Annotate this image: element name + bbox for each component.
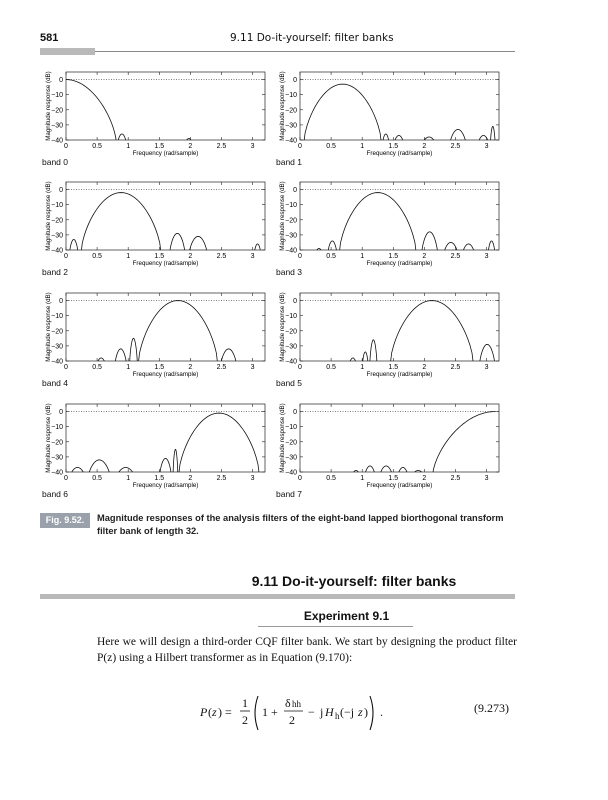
y-tick-label: −30 [51,232,63,240]
band-label: band 3 [276,267,302,277]
x-tick-label: 0 [298,143,302,150]
svg-text:1 +: 1 + [262,705,278,719]
response-lobe [129,338,137,370]
section-title: 9.11 Do-it-yourself: filter banks [251,573,457,589]
y-tick-label: −30 [51,343,63,351]
x-tick-label: 0.5 [326,143,336,150]
x-tick-label: 0.5 [326,475,336,482]
y-tick-label: −30 [285,343,297,351]
x-tick-label: 0.5 [92,143,102,150]
y-tick-label: −40 [51,358,63,366]
x-tick-label: 2 [422,364,427,371]
y-axis-label: Magnitude response (dB) [279,292,286,362]
svg-text:): ) [364,705,368,719]
axes-box [66,182,265,250]
x-tick-label: 2.5 [450,475,461,482]
svg-text:z: z [358,705,363,719]
svg-text:hh: hh [292,699,301,709]
svg-text:H: H [325,705,334,719]
x-tick-label: 2 [188,364,193,371]
response-lobe [397,467,409,481]
y-tick-label: 0 [293,77,297,85]
y-tick-label: 0 [293,298,297,306]
x-axis-label: Frequency (rad/sample) [132,150,199,157]
svg-text:2: 2 [289,713,295,727]
x-tick-label: 1 [126,253,131,260]
axes-box [300,404,499,472]
y-tick-label: −40 [285,358,297,366]
subplot-band-2 [42,175,282,287]
band-label: band 0 [42,157,68,167]
y-axis-label: Magnitude response (dB) [45,71,52,141]
y-tick-label: 0 [59,298,63,306]
y-tick-label: −40 [51,469,63,477]
x-tick-label: 2 [188,143,193,150]
band-label: band 6 [42,489,68,499]
y-tick-label: −10 [285,313,297,321]
x-tick-label: 2 [188,475,193,482]
y-tick-label: 0 [59,187,63,195]
x-tick-label: 0.5 [92,475,102,482]
y-tick-label: −40 [285,247,297,255]
svg-text:z: z [212,705,217,719]
svg-text:1: 1 [242,696,248,710]
x-tick-label: 1.5 [154,143,165,150]
x-tick-label: 3 [250,475,255,482]
subplot-band-0 [42,65,282,177]
x-tick-label: 0.5 [326,364,336,371]
y-tick-label: 0 [293,187,297,195]
y-tick-label: −40 [285,137,297,145]
y-tick-label: −20 [51,328,63,336]
subplot-band-7 [276,397,516,509]
subplot-band-5 [276,286,516,398]
x-tick-label: 1.5 [388,364,399,371]
y-tick-label: −10 [51,202,63,210]
chart-svg [42,397,282,509]
x-tick-label: 0.5 [92,253,102,260]
y-tick-label: −30 [285,122,297,130]
svg-text:δ: δ [285,696,291,710]
running-title: 9.11 Do-it-yourself: filter banks [230,32,394,44]
svg-text:.: . [380,705,383,719]
y-tick-label: −30 [51,454,63,462]
x-tick-label: 1 [360,364,365,371]
x-tick-label: 0 [298,475,302,482]
response-lobe [370,340,377,370]
x-tick-label: 1.5 [388,143,399,150]
x-axis-label: Frequency (rad/sample) [132,482,199,489]
y-tick-label: −10 [285,202,297,210]
y-axis-label: Magnitude response (dB) [279,181,286,251]
band-label: band 5 [276,378,302,388]
subplot-band-3 [276,175,516,287]
response-lobe [80,193,161,259]
x-tick-label: 2.5 [450,364,461,371]
response-lobe [303,84,382,149]
y-tick-label: −40 [51,137,63,145]
x-tick-label: 3 [250,143,255,150]
y-tick-label: 0 [59,409,63,417]
response-lobe [66,80,117,150]
x-tick-label: 3 [484,364,489,371]
header-rule [95,51,515,52]
response-curve [69,193,261,259]
x-tick-label: 1.5 [154,475,165,482]
y-axis-label: Magnitude response (dB) [279,71,286,141]
y-tick-label: −40 [51,247,63,255]
x-tick-label: 1.5 [388,475,399,482]
x-tick-label: 2.5 [216,475,227,482]
x-tick-label: 2 [422,475,427,482]
subplot-band-4 [42,286,282,398]
subplot-band-6 [42,397,282,509]
svg-text:2: 2 [242,713,248,727]
chart-svg [276,397,516,509]
y-tick-label: −20 [285,107,297,115]
axes-box [66,293,265,361]
chart-svg [276,175,516,287]
x-axis-label: Frequency (rad/sample) [132,260,199,267]
response-lobe [69,239,78,259]
response-lobe [115,349,127,370]
y-tick-label: −20 [51,217,63,225]
y-axis-label: Magnitude response (dB) [279,403,286,473]
x-tick-label: 0 [298,253,302,260]
x-tick-label: 3 [250,253,255,260]
x-tick-label: 1.5 [154,253,165,260]
y-tick-label: −20 [285,439,297,447]
x-tick-label: 3 [484,253,489,260]
figure-caption: Magnitude responses of the analysis filters of the eight-band lapped biorthogonal transform filter bank of length 32. [97,513,504,536]
band-label: band 1 [276,157,302,167]
x-tick-label: 1.5 [388,253,399,260]
response-curve [96,301,237,371]
x-tick-label: 2 [422,253,427,260]
x-tick-label: 2.5 [216,143,227,150]
x-tick-label: 1 [360,143,365,150]
axes-box [300,293,499,361]
y-tick-label: −40 [285,469,297,477]
response-lobe [390,301,475,371]
svg-text:j: j [320,705,324,719]
x-tick-label: 0.5 [326,253,336,260]
x-tick-label: 1 [126,364,131,371]
y-axis-label: Magnitude response (dB) [45,403,52,473]
svg-text:(: ( [208,705,212,719]
response-lobe [364,466,376,481]
response-curve [303,84,495,149]
y-tick-label: −20 [51,107,63,115]
y-tick-label: −10 [285,424,297,432]
experiment-rule [258,626,413,627]
x-axis-label: Frequency (rad/sample) [366,260,433,267]
chart-svg [42,65,282,177]
x-tick-label: 0 [64,475,68,482]
band-label: band 7 [276,489,302,499]
y-tick-label: −20 [51,439,63,447]
x-tick-label: 1.5 [154,364,165,371]
y-tick-label: −30 [285,454,297,462]
x-tick-label: 2 [188,253,193,260]
response-lobe [349,358,358,370]
response-lobe [169,233,185,259]
x-axis-label: Frequency (rad/sample) [366,371,433,378]
y-tick-label: −30 [285,232,297,240]
subplot-band-1 [276,65,516,177]
x-tick-label: 0 [64,364,68,371]
page-number: 581 [40,32,59,44]
chart-svg [276,286,516,398]
chart-svg [42,286,282,398]
section-bar [40,594,515,599]
x-tick-label: 3 [250,364,255,371]
svg-text:−: − [308,705,315,719]
y-tick-label: −10 [51,92,63,100]
y-tick-label: 0 [59,77,63,85]
response-curve [314,193,495,259]
y-tick-label: −10 [285,92,297,100]
response-curve [66,80,193,150]
x-axis-label: Frequency (rad/sample) [366,482,433,489]
axes-box [300,182,499,250]
y-tick-label: −10 [51,424,63,432]
response-curve [349,301,496,371]
svg-text:(−j: (−j [340,705,355,719]
axes-box [300,72,499,140]
chart-svg [276,65,516,177]
x-tick-label: 0 [64,143,68,150]
axes-box [66,72,265,140]
response-lobe [339,193,417,259]
response-lobe [173,449,178,481]
response-lobe [432,412,495,482]
x-tick-label: 2.5 [450,143,461,150]
svg-text:h: h [335,711,340,721]
x-tick-label: 2.5 [216,253,227,260]
y-tick-label: −20 [285,217,297,225]
axes-box [66,404,265,472]
chart-svg [42,175,282,287]
x-tick-label: 0 [298,364,302,371]
figure-tag: Fig. 9.52. [40,513,90,528]
x-tick-label: 1 [126,475,131,482]
x-axis-label: Frequency (rad/sample) [132,371,199,378]
x-tick-label: 2.5 [450,253,461,260]
equation-number: (9.273) [474,701,509,715]
y-tick-label: −20 [285,328,297,336]
x-tick-label: 2 [422,143,427,150]
x-tick-label: 3 [484,475,489,482]
response-lobe [462,244,476,259]
response-lobe [69,467,86,481]
y-tick-label: −10 [51,313,63,321]
x-tick-label: 2.5 [216,364,227,371]
y-tick-label: 0 [293,409,297,417]
response-curve [351,412,495,482]
x-tick-label: 1 [126,143,131,150]
y-tick-label: −30 [51,122,63,130]
body-paragraph: Here we will design a third-order CQF filter bank. We start by designing the product filter P(z) using a Hilbert transformer as in Equation (9.170): [97,636,517,664]
experiment-title: Experiment 9.1 [303,609,390,623]
svg-text:P: P [200,705,208,719]
svg-text:) =: ) = [218,705,232,719]
x-tick-label: 1 [360,253,365,260]
y-axis-label: Magnitude response (dB) [45,292,52,362]
x-axis-label: Frequency (rad/sample) [366,150,433,157]
x-tick-label: 0.5 [92,364,102,371]
x-tick-label: 1 [360,475,365,482]
response-lobe [254,244,261,259]
x-tick-label: 0 [64,253,68,260]
band-label: band 4 [42,378,68,388]
response-lobe [490,126,495,149]
x-tick-label: 3 [484,143,489,150]
band-label: band 2 [42,267,68,277]
y-axis-label: Magnitude response (dB) [45,181,52,251]
response-lobe [138,301,219,371]
equation [200,686,430,736]
header-bar [40,48,95,55]
response-curve [69,413,260,481]
